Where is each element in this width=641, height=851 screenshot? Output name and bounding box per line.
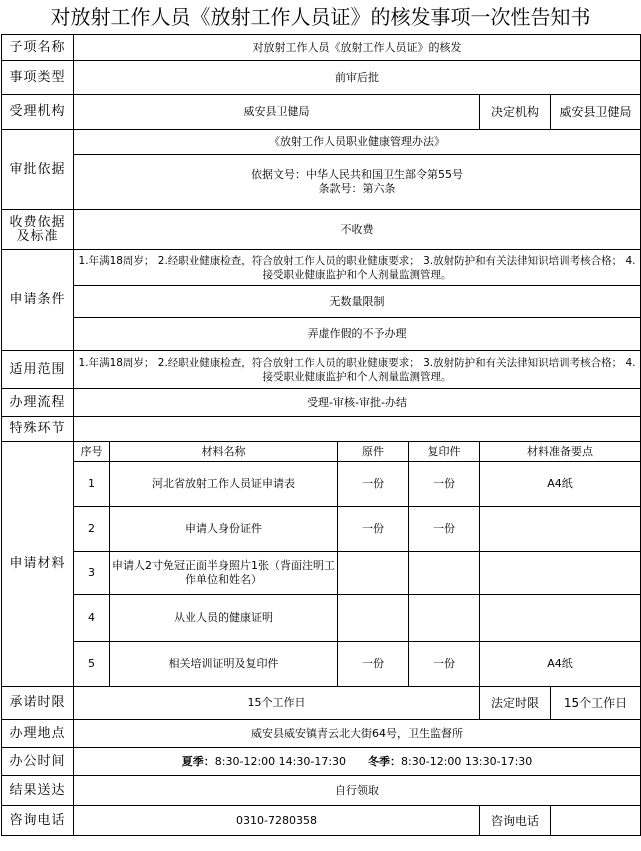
label-special: 特殊环节 xyxy=(2,417,74,442)
material-copy xyxy=(409,552,480,595)
value-conditions-text: 1.年满18周岁； 2.经职业健康检查，符合放射工作人员的职业健康要求； 3.放射防护和有关法律知识培训考核合格； 4.接受职业健康监护和个人剂量监测管理。 xyxy=(74,250,641,286)
value-approval-doc xyxy=(74,155,641,210)
value-special xyxy=(74,417,641,442)
row-conditions-2 xyxy=(2,286,641,318)
row-promised-time xyxy=(2,687,641,720)
value-accepting-agency: 威安县卫健局 xyxy=(74,95,480,130)
material-no: 5 xyxy=(74,642,110,687)
row-phone xyxy=(2,806,641,836)
label-location: 办理地点 xyxy=(2,720,74,748)
label-phone: 咨询电话 xyxy=(2,806,74,836)
row-conditions-1 xyxy=(2,250,641,286)
row-result-delivery xyxy=(2,776,641,806)
row-office-hours xyxy=(2,748,641,776)
value-process: 受理-审核-审批-办结 xyxy=(74,389,641,417)
label-decision-agency: 决定机构 xyxy=(480,95,551,130)
material-copy: 一份 xyxy=(409,462,480,507)
value-sub-item: 对放射工作人员《放射工作人员证》的核发 xyxy=(74,35,641,61)
summer-hours: 8:30-12:00 14:30-17:30 xyxy=(214,754,347,768)
label-legal-time: 法定时限 xyxy=(480,687,551,720)
material-name: 相关培训证明及复印件 xyxy=(110,642,338,687)
label-accepting-agency: 受理机构 xyxy=(2,95,74,130)
value-conditions-fraud: 弄虚作假的不予办理 xyxy=(74,318,641,351)
material-name: 申请人2寸免冠正面半身照片1张（背面注明工作单位和姓名） xyxy=(110,552,338,595)
table-row xyxy=(2,507,641,552)
value-approval-law: 《放射工作人员职业健康管理办法》 xyxy=(74,130,641,155)
label-conditions: 申请条件 xyxy=(2,250,74,351)
material-requirement xyxy=(480,595,641,642)
table-row xyxy=(2,552,641,595)
row-location xyxy=(2,720,641,748)
material-no: 3 xyxy=(74,552,110,595)
material-original: 一份 xyxy=(338,507,409,552)
materials-header-original: 原件 xyxy=(338,442,409,462)
value-decision-agency: 威安县卫健局 xyxy=(551,95,641,130)
value-fee: 不收费 xyxy=(74,210,641,250)
label-materials: 申请材料 xyxy=(2,442,74,687)
row-approval-basis-1 xyxy=(2,130,641,155)
label-scope: 适用范围 xyxy=(2,351,74,389)
row-item-type xyxy=(2,61,641,95)
label-promised-time: 承诺时限 xyxy=(2,687,74,720)
material-name: 从业人员的健康证明 xyxy=(110,595,338,642)
material-requirement: A4纸 xyxy=(480,642,641,687)
label-item-type: 事项类型 xyxy=(2,61,74,95)
material-original: 一份 xyxy=(338,462,409,507)
approval-article: 条款号：第六条 xyxy=(318,182,396,195)
material-no: 1 xyxy=(74,462,110,507)
table-row xyxy=(2,462,641,507)
material-copy: 一份 xyxy=(409,642,480,687)
material-requirement: A4纸 xyxy=(480,462,641,507)
material-name: 申请人身份证件 xyxy=(110,507,338,552)
value-phone-2 xyxy=(551,806,641,836)
material-original xyxy=(338,595,409,642)
materials-header-copy: 复印件 xyxy=(409,442,480,462)
table-row xyxy=(2,595,641,642)
label-phone-2: 咨询电话 xyxy=(480,806,551,836)
label-sub-item: 子项名称 xyxy=(2,35,74,61)
material-requirement xyxy=(480,507,641,552)
row-accepting-agency xyxy=(2,95,641,130)
row-fee xyxy=(2,210,641,250)
row-conditions-3 xyxy=(2,318,641,351)
approval-doc-number: 依据文号：中华人民共和国卫生部令第55号 xyxy=(251,168,464,181)
summer-label: 夏季： xyxy=(181,754,215,768)
page-title: 对放射工作人员《放射工作人员证》的核发事项一次性告知书 xyxy=(50,5,591,29)
row-process xyxy=(2,389,641,417)
material-name: 河北省放射工作人员证申请表 xyxy=(110,462,338,507)
value-item-type: 前审后批 xyxy=(74,61,641,95)
material-copy: 一份 xyxy=(409,507,480,552)
row-scope xyxy=(2,351,641,389)
row-special xyxy=(2,417,641,442)
value-legal-time: 15个工作日 xyxy=(551,687,641,720)
value-office-hours xyxy=(74,748,641,776)
material-original xyxy=(338,552,409,595)
winter-hours: 8:30-12:00 13:30-17:30 xyxy=(401,754,533,768)
materials-header-name: 材料名称 xyxy=(110,442,338,462)
materials-header-requirements: 材料准备要点 xyxy=(480,442,641,462)
label-result-delivery: 结果送达 xyxy=(2,776,74,806)
row-sub-item xyxy=(2,35,641,61)
notice-table xyxy=(1,34,641,836)
materials-header-row xyxy=(2,442,641,462)
value-location: 威安县威安镇青云北大街64号，卫生监督所 xyxy=(74,720,641,748)
label-approval-basis: 审批依据 xyxy=(2,130,74,210)
value-conditions-quantity: 无数量限制 xyxy=(74,286,641,318)
value-promised-time: 15个工作日 xyxy=(74,687,480,720)
value-result-delivery: 自行领取 xyxy=(74,776,641,806)
materials-header-no: 序号 xyxy=(74,442,110,462)
label-fee: 收费依据及标准 xyxy=(2,210,74,250)
row-approval-basis-2 xyxy=(2,155,641,210)
material-no: 2 xyxy=(74,507,110,552)
material-no: 4 xyxy=(74,595,110,642)
material-original: 一份 xyxy=(338,642,409,687)
material-requirement xyxy=(480,552,641,595)
value-scope: 1.年满18周岁； 2.经职业健康检查，符合放射工作人员的职业健康要求； 3.放射防护和有关法律知识培训考核合格； 4.接受职业健康监护和个人剂量监测管理。 xyxy=(74,351,641,389)
winter-label: 冬季： xyxy=(368,754,402,768)
label-office-hours: 办公时间 xyxy=(2,748,74,776)
label-process: 办理流程 xyxy=(2,389,74,417)
value-phone: 0310-7280358 xyxy=(74,806,480,836)
table-row xyxy=(2,642,641,687)
material-copy xyxy=(409,595,480,642)
